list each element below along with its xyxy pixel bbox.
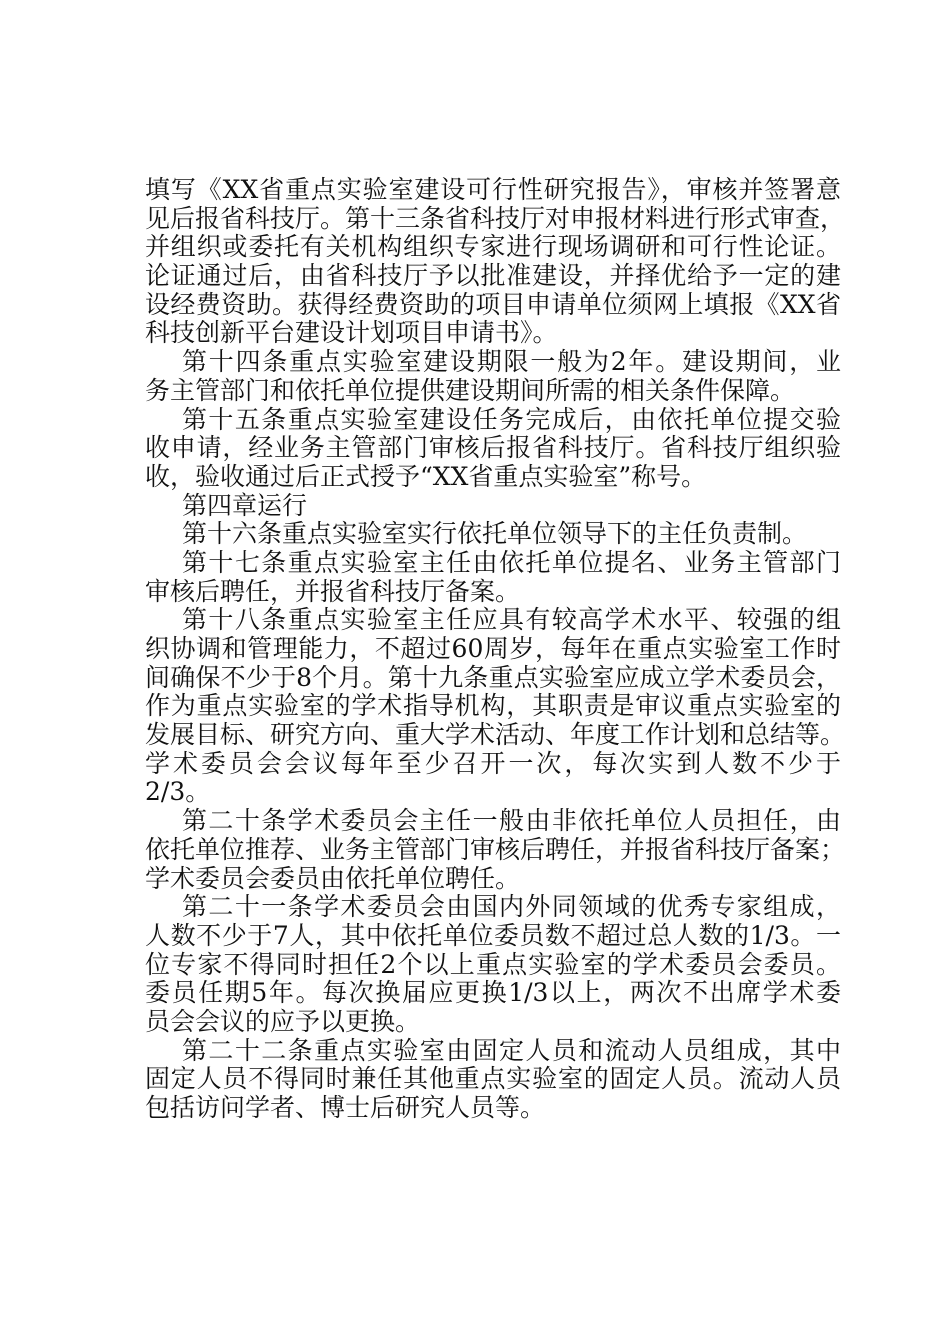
text-line: 第二十二条重点实验室由固定人员和流动人员组成，其中 (182, 1035, 841, 1065)
text-line: 委员任期5年。每次换届应更换1/3以上，两次不出席学术委 (145, 978, 841, 1008)
text-line: 并组织或委托有关机构组织专家进行现场调研和可行性论证。 (145, 232, 841, 262)
text-line: 固定人员不得同时兼任其他重点实验室的固定人员。流动人员 (145, 1064, 841, 1094)
text-line: 收申请，经业务主管部门审核后报省科技厅。省科技厅组织验 (145, 433, 841, 463)
text-line: 科技创新平台建设计划项目申请书》。 (145, 318, 558, 348)
text-line: 发展目标、研究方向、重大学术活动、年度工作计划和总结等。 (145, 720, 846, 750)
text-line: 间确保不少于8个月。第十九条重点实验室应成立学术委员会， (145, 662, 841, 692)
text-line: 位专家不得同时担任2个以上重点实验室的学术委员会委员。 (145, 949, 841, 979)
text-line: 第二十条学术委员会主任一般由非依托单位人员担任，由 (182, 806, 841, 836)
text-line: 2/3。 (145, 777, 211, 807)
text-line: 第十八条重点实验室主任应具有较高学术水平、较强的组 (182, 605, 841, 635)
text-line: 作为重点实验室的学术指导机构，其职责是审议重点实验室的 (145, 691, 841, 721)
text-line: 第十六条重点实验室实行依托单位领导下的主任负责制。 (182, 519, 808, 549)
text-line: 学术委员会委员由依托单位聘任。 (145, 863, 521, 893)
text-line: 第十五条重点实验室建设任务完成后，由依托单位提交验 (182, 404, 841, 434)
text-line: 第二十一条学术委员会由国内外同领域的优秀专家组成， (182, 892, 841, 922)
text-line: 员会会议的应予以更换。 (145, 1006, 421, 1036)
text-line: 收，验收通过后正式授予“XX省重点实验室”称号。 (145, 461, 707, 491)
text-line: 第十七条重点实验室主任由依托单位提名、业务主管部门 (182, 547, 841, 577)
text-line: 第十四条重点实验室建设期限一般为2年。建设期间，业 (182, 347, 841, 377)
text-line: 见后报省科技厅。第十三条省科技厅对申报材料进行形式审查， (145, 203, 846, 233)
text-line: 论证通过后，由省科技厅予以批准建设，并择优给予一定的建 (145, 261, 841, 291)
text-line: 务主管部门和依托单位提供建设期间所需的相关条件保障。 (145, 375, 796, 405)
text-line: 织协调和管理能力，不超过60周岁，每年在重点实验室工作时 (145, 634, 841, 663)
text-line: 学术委员会会议每年至少召开一次，每次实到人数不少于 (145, 748, 841, 778)
chapter-heading: 第四章运行 (182, 490, 308, 520)
text-line: 人数不少于7人，其中依托单位委员数不超过总人数的1/3。一 (145, 920, 841, 950)
text-line: 设经费资助。获得经费资助的项目申请单位须网上填报《XX省 (145, 289, 841, 319)
text-line: 包括访问学者、博士后研究人员等。 (145, 1093, 546, 1122)
text-line: 审核后聘任，并报省科技厅备案。 (145, 576, 521, 606)
text-line: 依托单位推荐、业务主管部门审核后聘任，并报省科技厅备案； (145, 834, 846, 864)
text-line: 填写《XX省重点实验室建设可行性研究报告》，审核并签署意 (145, 175, 841, 204)
document-body (145, 175, 846, 1123)
